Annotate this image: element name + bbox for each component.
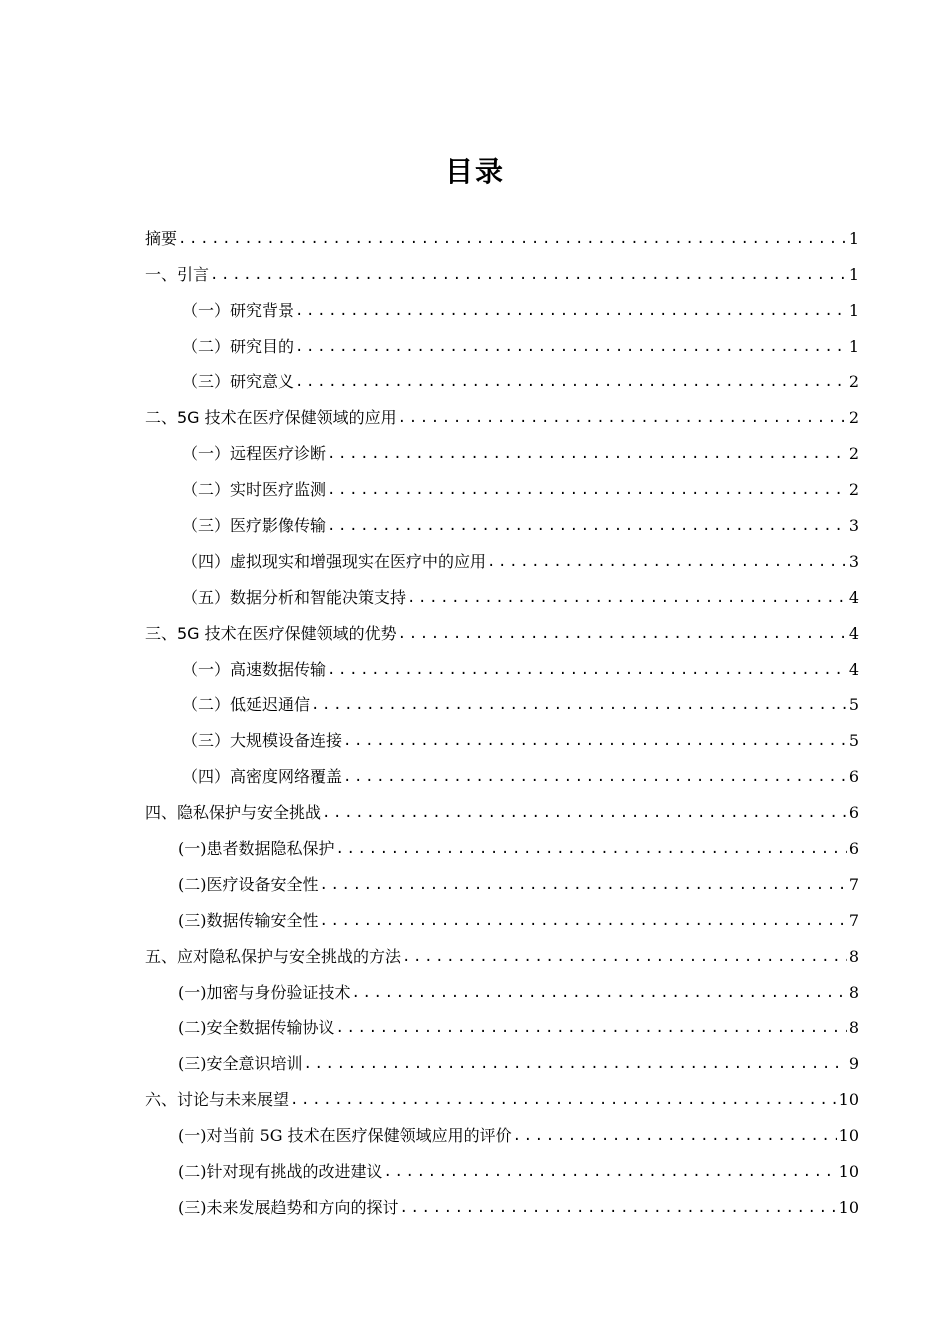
toc-entry[interactable] [145, 616, 859, 652]
toc-entry-page-number: 10 [838, 1162, 859, 1182]
toc-entry[interactable] [145, 257, 859, 293]
toc-entry-page-number: 8 [848, 946, 859, 966]
toc-entry-page-number: 3 [848, 516, 859, 536]
toc-entry-page-number: 5 [848, 731, 859, 751]
toc-entry-label: （二）研究目的 [182, 336, 295, 356]
toc-entry[interactable] [145, 867, 859, 903]
toc-entry[interactable] [145, 544, 859, 580]
toc-entry-label: (二)医疗设备安全性 [178, 874, 319, 894]
toc-leader-dots [407, 588, 847, 608]
toc-entry-page-number: 9 [848, 1054, 859, 1074]
toc-entry-label: （三）研究意义 [182, 372, 295, 392]
toc-entry-page-number: 10 [838, 1090, 859, 1110]
toc-entry-page-number: 2 [848, 444, 859, 464]
toc-entry-label: （一）远程医疗诊断 [182, 444, 327, 464]
toc-entry[interactable] [145, 831, 859, 867]
toc-entry-label: 摘要 [145, 228, 178, 248]
toc-entry-page-number: 8 [848, 1018, 859, 1038]
toc-entry-page-number: 1 [848, 336, 859, 356]
toc-entry-label: (三)数据传输安全性 [178, 910, 319, 930]
toc-entry-label: (二)针对现有挑战的改进建议 [178, 1162, 383, 1182]
toc-leader-dots [322, 803, 847, 823]
toc-entry-page-number: 10 [838, 1126, 859, 1146]
toc-entry[interactable] [145, 293, 859, 329]
toc-entry-page-number: 10 [838, 1197, 859, 1217]
toc-leader-dots [336, 839, 847, 859]
toc-entry[interactable] [145, 1154, 859, 1190]
toc-leader-dots [352, 983, 847, 1003]
toc-entry-label: (一)患者数据隐私保护 [178, 839, 335, 859]
toc-entry-page-number: 2 [848, 480, 859, 500]
toc-entry[interactable] [145, 688, 859, 724]
toc-entry-label: (三)未来发展趋势和方向的探讨 [178, 1197, 399, 1217]
toc-entry-label: 六、讨论与未来展望 [145, 1090, 290, 1110]
toc-entry-page-number: 1 [848, 300, 859, 320]
toc-leader-dots [336, 1018, 847, 1038]
toc-leader-dots [402, 947, 847, 967]
toc-entry-page-number: 4 [848, 659, 859, 679]
toc-leader-dots [295, 337, 847, 357]
toc-entry-label: （一）高速数据传输 [182, 659, 327, 679]
toc-entry[interactable] [145, 1082, 859, 1118]
toc-leader-dots [398, 624, 847, 644]
toc-entry[interactable] [145, 436, 859, 472]
toc-entry[interactable] [145, 580, 859, 616]
toc-leader-dots [398, 408, 847, 428]
toc-entry-page-number: 8 [848, 982, 859, 1002]
toc-entry[interactable] [145, 795, 859, 831]
toc-entry[interactable] [145, 1046, 859, 1082]
toc-entry-label: 四、隐私保护与安全挑战 [145, 803, 322, 823]
toc-entry-page-number: 3 [848, 551, 859, 571]
page-title: 目录 [444, 155, 505, 188]
toc-leader-dots [210, 265, 847, 285]
toc-entry[interactable] [145, 221, 859, 257]
toc-entry[interactable] [145, 723, 859, 759]
toc-leader-dots [327, 516, 847, 536]
toc-leader-dots [343, 767, 847, 787]
toc-leader-dots [400, 1198, 837, 1218]
toc-entry-label: (一)对当前 5G 技术在医疗保健领域应用的评价 [178, 1126, 512, 1146]
toc-entry-page-number: 1 [848, 228, 859, 248]
toc-entry[interactable] [145, 365, 859, 401]
toc-leader-dots [327, 444, 847, 464]
toc-entry-page-number: 1 [848, 264, 859, 284]
toc-entry-page-number: 2 [848, 372, 859, 392]
toc-leader-dots [320, 911, 847, 931]
toc-entry[interactable] [145, 903, 859, 939]
toc-leader-dots [327, 660, 847, 680]
toc-entry[interactable] [145, 472, 859, 508]
toc-leader-dots [327, 480, 847, 500]
toc-leader-dots [178, 229, 847, 249]
toc-entry-label: （三）大规模设备连接 [182, 731, 343, 751]
toc-leader-dots [295, 301, 847, 321]
toc-leader-dots [304, 1054, 847, 1074]
toc-entry-label: (三)安全意识培训 [178, 1054, 303, 1074]
toc-entry[interactable] [145, 1190, 859, 1226]
toc-entry[interactable] [145, 939, 859, 975]
toc-entry-label: (二)安全数据传输协议 [178, 1018, 335, 1038]
toc-entry-label: （三）医疗影像传输 [182, 516, 327, 536]
toc-leader-dots [513, 1126, 837, 1146]
toc-leader-dots [290, 1090, 837, 1110]
toc-entry[interactable] [145, 1011, 859, 1047]
toc-entry-label: （五）数据分析和智能决策支持 [182, 587, 407, 607]
toc-entry-label: （四）虚拟现实和增强现实在医疗中的应用 [182, 551, 487, 571]
toc-entry-page-number: 6 [848, 839, 859, 859]
toc-entry-page-number: 2 [848, 408, 859, 428]
toc-leader-dots [311, 695, 847, 715]
toc-entry[interactable] [145, 329, 859, 365]
toc-entry-page-number: 6 [848, 803, 859, 823]
toc-entry-label: (一)加密与身份验证技术 [178, 982, 351, 1002]
toc-entry[interactable] [145, 1118, 859, 1154]
toc-entry[interactable] [145, 508, 859, 544]
toc-leader-dots [295, 372, 847, 392]
table-of-contents [145, 221, 859, 1226]
toc-leader-dots [384, 1162, 837, 1182]
toc-entry-page-number: 4 [848, 587, 859, 607]
toc-entry-page-number: 4 [848, 623, 859, 643]
toc-entry[interactable] [145, 975, 859, 1011]
toc-leader-dots [343, 731, 847, 751]
toc-leader-dots [320, 875, 847, 895]
toc-entry-page-number: 6 [848, 767, 859, 787]
toc-entry-page-number: 7 [848, 874, 859, 894]
toc-entry-label: 二、5G 技术在医疗保健领域的应用 [145, 408, 397, 428]
toc-entry-label: 一、引言 [145, 264, 210, 284]
toc-entry[interactable] [145, 652, 859, 688]
toc-entry-label: （二）实时医疗监测 [182, 480, 327, 500]
toc-leader-dots [487, 552, 847, 572]
toc-entry-page-number: 7 [848, 910, 859, 930]
toc-entry[interactable] [145, 400, 859, 436]
toc-entry-label: （四）高密度网络覆盖 [182, 767, 343, 787]
toc-entry-label: （二）低延迟通信 [182, 695, 311, 715]
toc-entry[interactable] [145, 759, 859, 795]
toc-entry-label: 三、5G 技术在医疗保健领域的优势 [145, 623, 397, 643]
toc-entry-label: 五、应对隐私保护与安全挑战的方法 [145, 946, 402, 966]
toc-entry-page-number: 5 [848, 695, 859, 715]
toc-entry-label: （一）研究背景 [182, 300, 295, 320]
